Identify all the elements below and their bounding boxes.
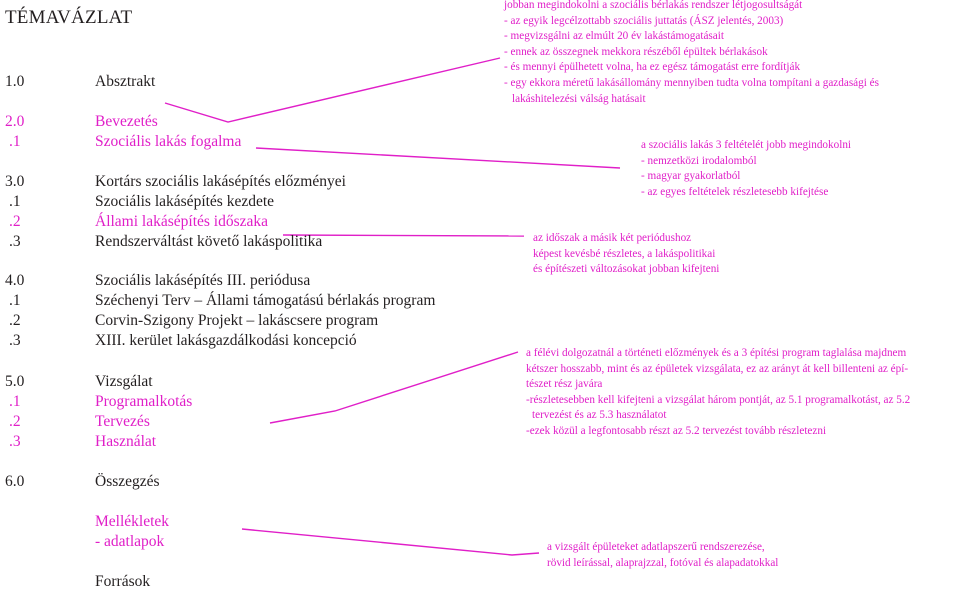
note-line: rövid leírással, alaprajzzal, fotóval és alapadatokkal [547,556,779,569]
outline-label-4-1: Széchenyi Terv – Állami támogatású bérlakás program [95,292,436,309]
note-line: - megvizsgálni az elmúlt 20 év lakástámogatásait [504,30,724,43]
outline-num-5-1: .1 [9,393,21,410]
outline-label-datasheets: - adatlapok [95,533,165,550]
note-line: jobban megindokolni a szociális bérlakás rendszer létjogosultságát [504,0,803,11]
connector-analysis [270,352,518,423]
note-line: és építészeti változásokat jobban kifejteni [533,263,720,276]
note-state-period [533,231,719,278]
outline-label-appendix: Mellékletek [95,513,170,530]
outline-num-4-3: .3 [9,332,21,349]
outline-label-3-3: Rendszerváltást követő lakáspolitika [95,233,323,250]
outline-num-5-3: .3 [9,433,21,450]
note-line: kétszer hosszabb, mint és az épületek vizsgálata, ez az arányt át kell billenteni az épí- [526,362,909,375]
outline-label-3-1: Szociális lakásépítés kezdete [95,193,275,210]
outline-label-3-2: Állami lakásépítés időszaka [95,213,269,230]
connector-appendix [242,529,539,555]
note-line: lakáshitelezési válság hatásait [512,92,646,105]
note-line: az időszak a másik két periódushoz [533,232,692,244]
connector-abstract [165,58,500,122]
outline-label-4: Szociális lakásépítés III. periódusa [95,272,311,289]
outline-num-6: 6.0 [5,473,25,490]
note-line: - magyar gyakorlatból [641,170,741,183]
note-line: tervezést és az 5.3 használatot [532,409,667,422]
note-line: a félévi dolgozatnál a történeti előzmények és a 3 építési program taglalása majdnem [526,347,907,359]
outline-label-6: Összegzés [95,473,160,490]
note-line: - az egyes feltételek részletesebb kifejtése [641,185,829,198]
outline-label-3: Kortárs szociális lakásépítés előzményei [95,173,346,190]
outline-label-5-1: Programalkotás [95,393,193,410]
outline-num-3-1: .1 [9,193,21,210]
outline-num-2: 2.0 [5,113,25,130]
outline-label-5-3: Használat [95,433,157,450]
outline-label-5: Vizsgálat [95,373,153,390]
outline-num-5: 5.0 [5,373,25,390]
outline-num-4-1: .1 [9,292,21,309]
connector-definition [256,148,620,168]
outline-num-4-2: .2 [9,312,21,329]
note-line: a szociális lakás 3 feltételét jobb megindokolni [641,139,852,151]
note-line: - ennek az összegnek mekkora részéből épültek bérlakások [504,45,768,58]
note-abstract [504,0,879,107]
note-analysis [526,346,910,440]
note-line: - az egyik legcélzottabb szociális juttatás (ÁSZ jelentés, 2003) [504,14,784,27]
outline-num-3: 3.0 [5,173,25,190]
page-title: TÉMAVÁZLAT [5,7,133,28]
outline-label-5-2: Tervezés [95,413,150,430]
note-line: - egy ekkora méretű lakásállomány mennyiben tudta volna tompítani a gazdasági és [504,76,879,89]
note-line: tészet rész javára [526,378,603,391]
outline-num-5-2: .2 [9,413,21,430]
outline-num-1: 1.0 [5,73,25,90]
outline-label-2: Bevezetés [95,113,158,130]
outline-num-4: 4.0 [5,272,25,289]
note-definition [641,138,851,200]
outline-num-3-3: .3 [9,233,21,250]
outline-label-4-3: XIII. kerület lakásgazdálkodási koncepció [95,332,357,349]
note-line: -ezek közül a legfontosabb részt az 5.2 tervezést tovább részletezni [526,424,827,437]
note-appendix [547,540,778,571]
outline-label-1: Absztrakt [95,73,156,90]
note-line: képest kevésbé részletes, a lakáspolitikai [533,247,716,260]
outline-num-3-2: .2 [9,213,21,230]
outline-label-2-1: Szociális lakás fogalma [95,133,242,150]
outline-label-sources: Források [95,573,151,590]
note-line: - nemzetközi irodalomból [641,154,757,167]
outline-label-4-2: Corvin-Szigony Projekt – lakáscsere program [95,312,379,329]
outline-num-2-1: .1 [9,133,21,150]
note-line: - és mennyi épülhetett volna, ha ez egész támogatást erre fordítják [504,61,801,74]
note-line: a vizsgált épületeket adatlapszerű rendszerezése, [547,541,765,553]
note-line: -részletesebben kell kifejteni a vizsgálat három pontját, az 5.1 programalkotást, az 5.2 [526,393,911,406]
